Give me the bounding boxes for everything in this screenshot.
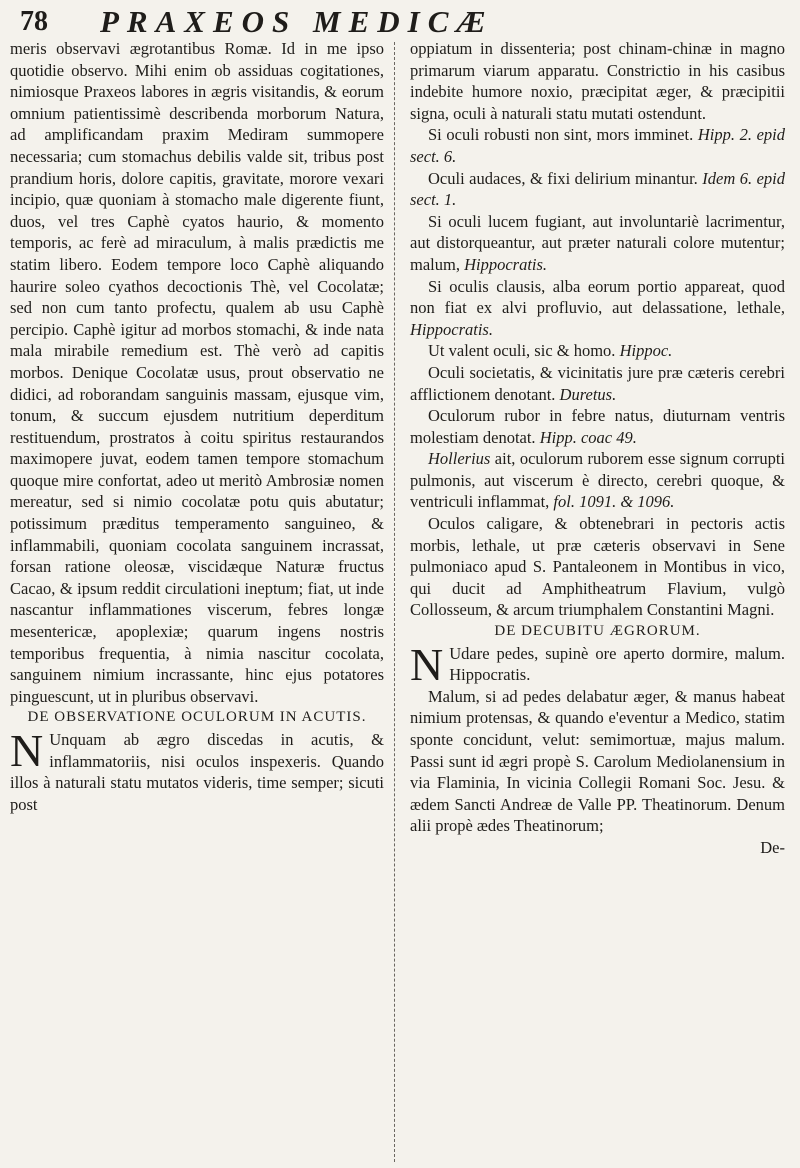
citation: Hippocratis. [410,319,493,339]
right-paragraph-12: Malum, si ad pedes delabatur æger, & manus habeat nimium protensas, & quando e'eventur a Medico, statim sponte concidunt, velut: semimortuæ, majus malum. Passi sunt id ægri propè S. Carolum Mediolanensium in via Flaminia, In vicinia Collegii Romani Soc. Jesu. & ædem Sancti Andreæ de Valle PP. Theatinorum. Denum alii propè ædes Theatinorum; [410,686,785,836]
aphorism-text: Oculi audaces, & fixi delirium minantur. [428,168,698,188]
column-divider [394,42,395,1162]
right-paragraph-7 [410,362,785,405]
aphorism-text: Si oculi lucem fugiant, aut involuntariè lacrimentur, aut distorqueantur, aut præter naturali colore mutentur; malum, [410,211,785,274]
citation: Hippoc. [619,341,673,361]
right-paragraph-11-text: Udare pedes, supinè ore aperto dormire, malum. Hippocratis. [449,643,785,685]
aphorism-text: Si oculis clausis, alba eorum portio appareat, quod non fiat ex alvi profluvio, aut delassatione, lethale, [410,276,785,318]
left-column [10,38,384,815]
aphorism-text: Oculi societatis, & vicinitatis jure præ cæteris cerebri afflictionem denotant. [410,362,785,404]
page-number: 78 [20,6,48,37]
right-paragraph-3 [410,168,785,211]
right-paragraph-4 [410,211,785,276]
citation: Hippocratis. [464,254,548,274]
right-column [410,38,785,859]
running-title: PRAXEOS MEDICÆ [100,4,494,39]
aphorism-text: Ut valent oculi, sic & homo. [428,341,616,361]
aphorism-text: Oculorum rubor in febre natus, diuturnam ventris molestiam denotat. [410,406,785,447]
right-paragraph-11 [410,638,785,690]
catchword: De- [760,837,785,857]
citation: Hollerius [428,449,491,469]
right-paragraph-9 [410,448,785,513]
right-paragraph-2 [410,124,785,167]
citation: fol. 1091. & 1096. [553,492,675,512]
citation: Idem 6. epid sect. 1. [410,168,786,210]
drop-cap: N [10,725,44,776]
citation: Hipp. coac 49. [539,427,637,447]
right-paragraph-10: Oculos caligare, & obtenebrari in pectoris actis morbis, lethale, ut præ cæteris observavi in Sene pulmoniaco apud S. Pantaleonem in Montibus in vico, qui ducit ad Amphitheatrum Flavium, vulgò Collosseum, & arcum triumphalem Constantini Magni. [410,514,785,620]
left-paragraph-2 [10,725,384,815]
right-paragraph-5 [410,276,785,341]
aphorism-text: Si oculi robusti non sint, mors imminet. [428,125,694,145]
page-header [20,4,780,40]
section-heading-decubitu: DE DECUBITU ÆGRORUM. [494,623,701,640]
drop-cap: N [410,638,444,690]
right-paragraph-6 [410,340,785,362]
section-heading-oculorum: DE OBSERVATIONE OCULORUM IN ACUTIS. [27,709,367,726]
citation: Duretus. [559,384,617,404]
right-paragraph-8 [410,405,785,448]
left-paragraph-2-text: Unquam ab ægro discedas in acutis, & inflammatoriis, nisi oculos inspexeris. Quando illos à naturali statu mutatos videris, time semper; sicuti post [10,730,384,814]
left-paragraph-1: meris observavi ægrotantibus Romæ. Id in me ipso quotidie observo. Mihi enim ob assiduas cogitationes, nimiosque Praxeos labores in ægris visitandis, & eorum omnium patientissimè describenda morborum Natura, ad amplificandam praxim Mediram summopere necessaria; cum stomachus debilis valde sit, tribus post prandium horis, dolore capitis, gravitate, morore vexari incipio, quæ quoniam à stomacho male digerente fiunt, duos, vel tres Caphè cyatos haurio, & momento temporis, ac ferè ad miraculum, à malis prædictis me statim libero. Eodem tempore loco Caphè aliquando haurire soleo cyathos decoctionis Thè, vel Cocolatæ; sed non cum tanto profectu, qualem ab usu Caphè percipio. Caphè igitur ad morbos stomachi, & inde nata mala mirabile remedium est. Thè verò ad capitis morbos. Denique Cocolatæ usus, prout observatio ne didici, ad roborandam sanguinis massam, ejusque vim, tonum, & succum ejusdem nutritium deperditum restituendum, prostratos à coitu spiritus restaurandos maximopere juvat, eodem tamen tempore stomachum quoque mire confortat, adeo ut meritò Ambrosiæ nomen mereatur, sed si nimio cocolatæ potu quis abutatur; potissimum præditus temperamento sanguineo, & inflammabili, quoniam cocolata sanguinem incrassat, forsan ratione oleosæ, viscidæque Naturæ fructus Cacao, & ipsum reddit circulationi ineptum; fiat, ut inde nascantur inflammationes viscerum, febres longæ mesentericæ, apoplexiæ; quarum ingens nostris temporibus frequentia, à nimia nascitur cocolata, sanguinem nimium incrassante, hinc ejus potatores pinguescunt, ut in pluribus observavi. [10,39,384,706]
aphorism-text: ait, oculorum ruborem esse signum corrupti pulmonis, aut viscerum è directo, cerebri quoque, & ventriculi inflammat, [410,449,786,512]
right-paragraph-1: oppiatum in dissenteria; post chinam-chinæ in magno primarum viarum apparatu. Constrictio in his casibus indebite humore noxio, præcipitat æger, & præcipitii signa, oculi à naturali statu mutati ostendunt. [410,39,785,123]
citation: Hipp. 2. epid sect. 6. [410,125,786,166]
